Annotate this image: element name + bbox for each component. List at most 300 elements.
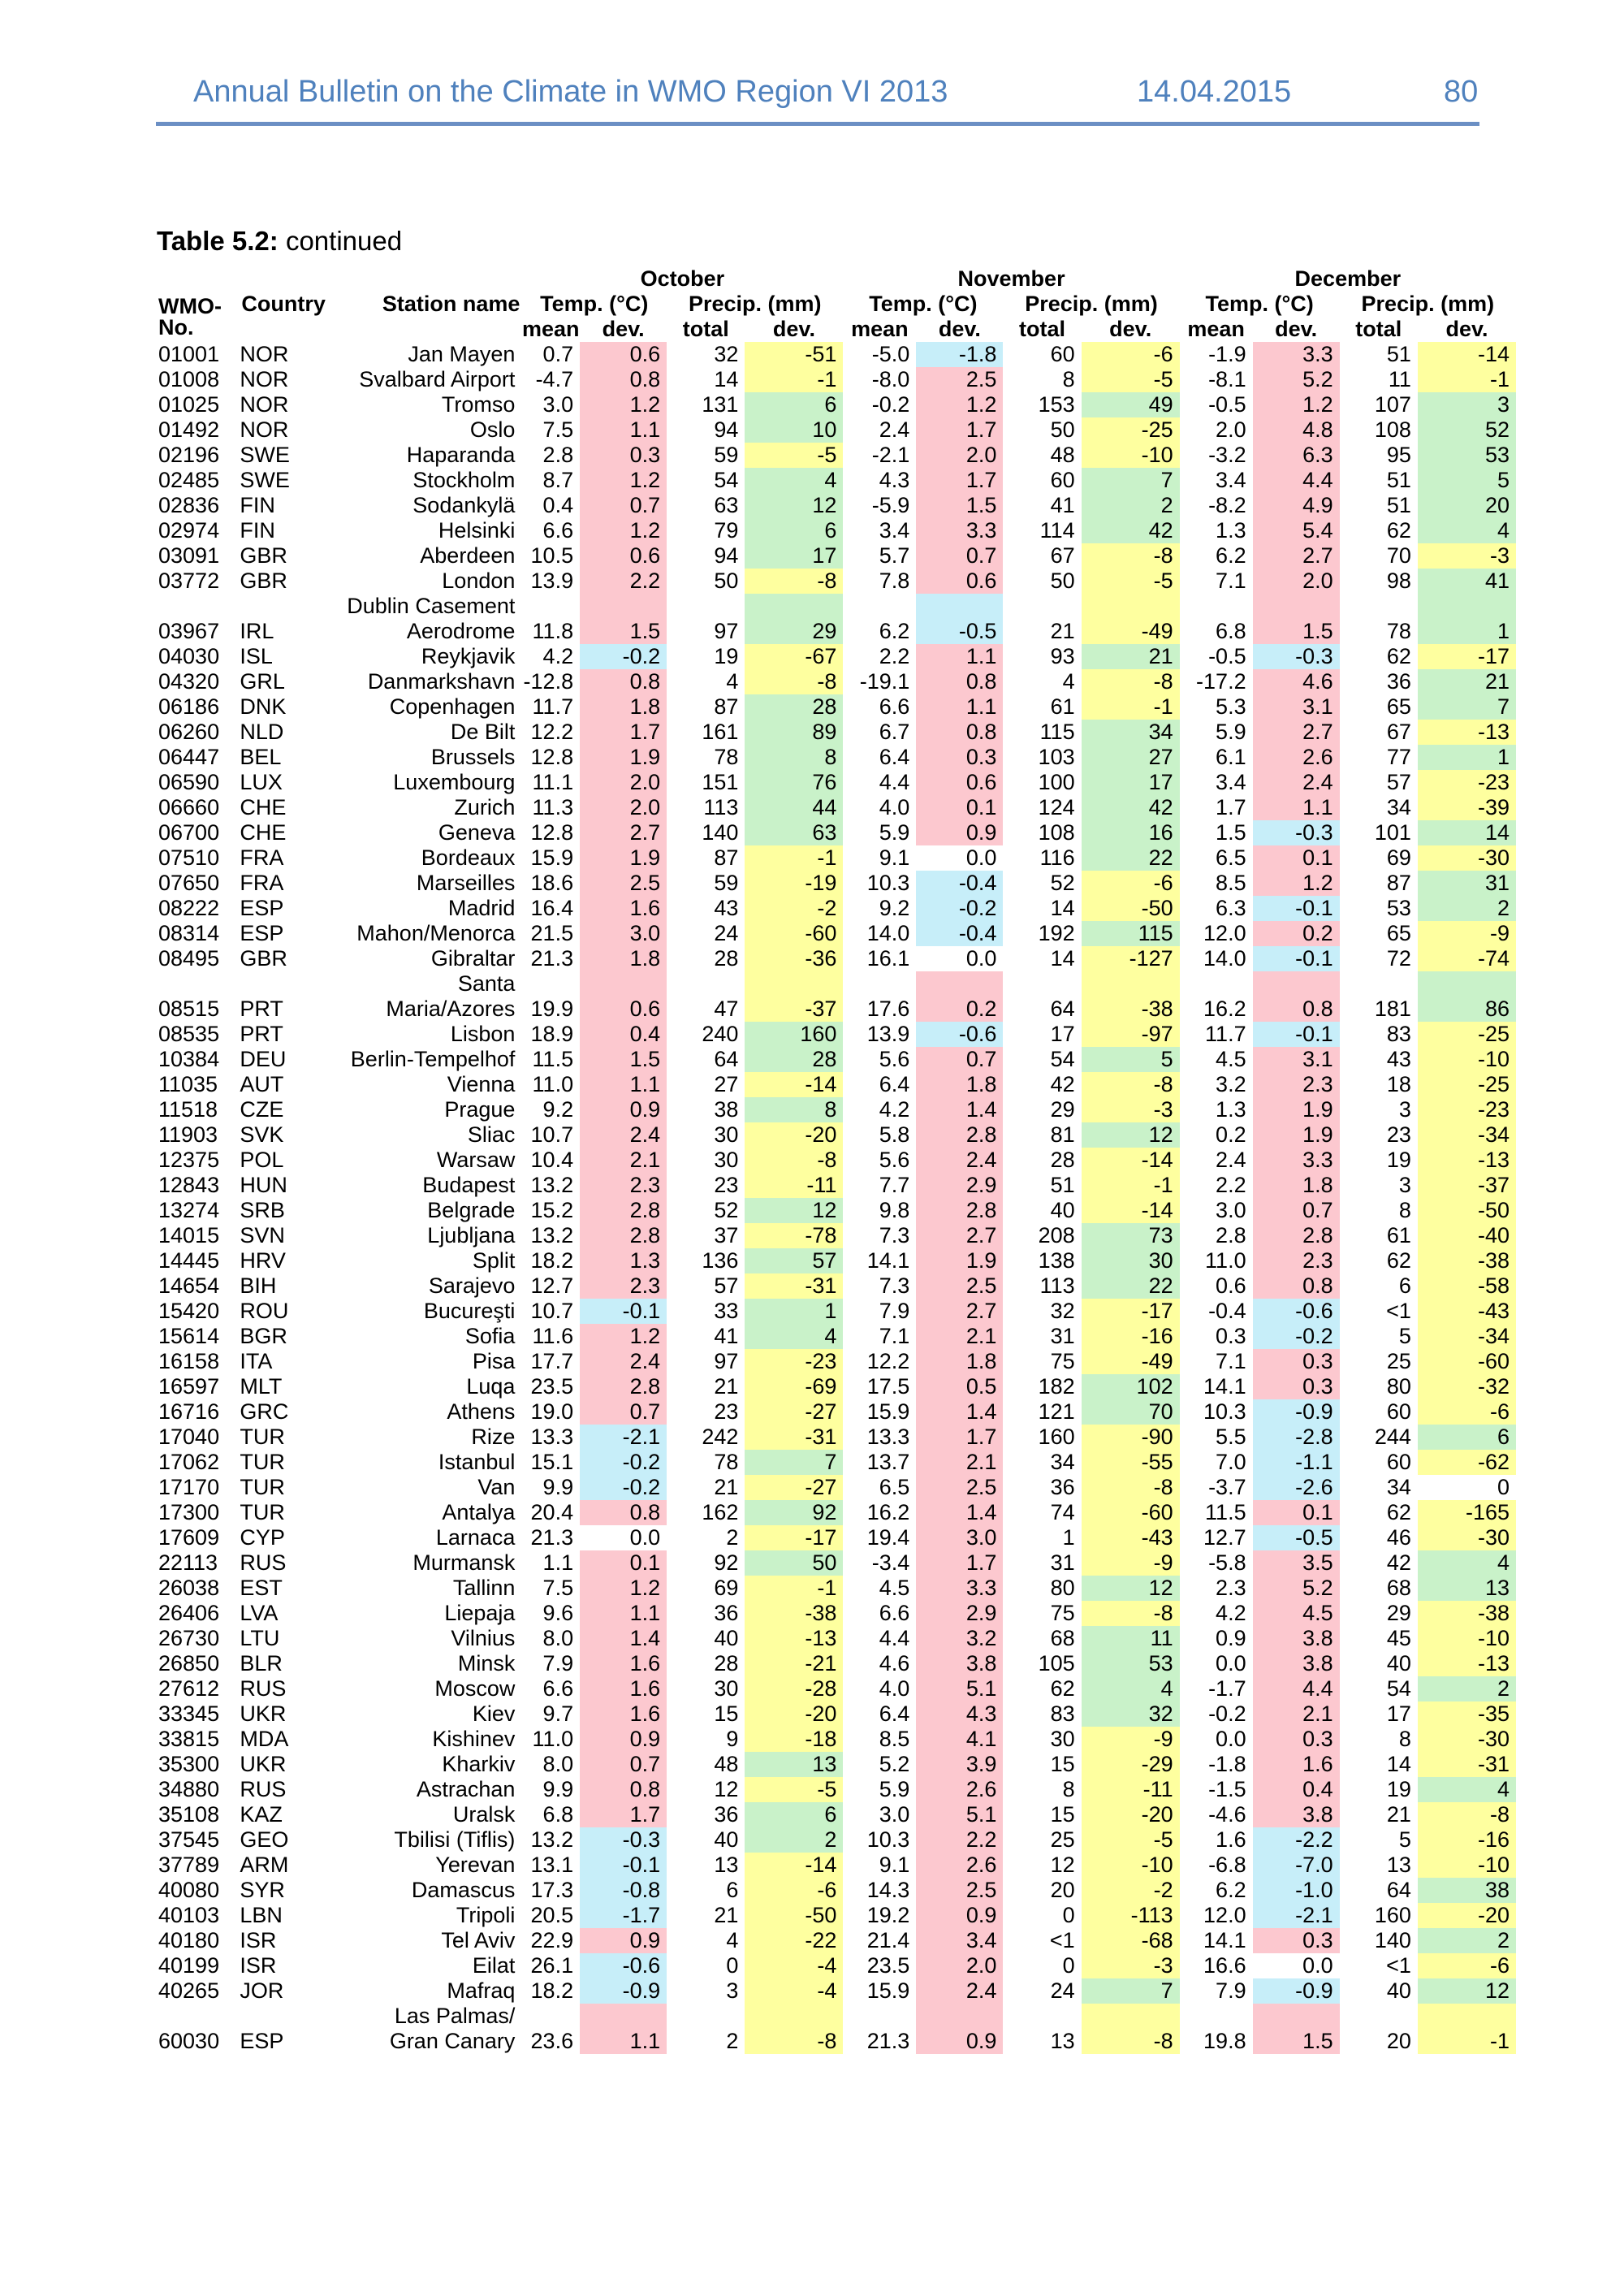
wmo-no: 08515 [158, 997, 220, 1021]
nov-temp-mean: 7.9 [879, 1299, 910, 1323]
station: Bordeaux [421, 845, 516, 870]
dec-precip-total: 60 [1386, 1450, 1411, 1474]
station: Larnaca [435, 1525, 516, 1550]
oct-dev-label: dev. [602, 317, 645, 341]
dec-temp-dev: 5.4 [1253, 518, 1340, 543]
station: Tbilisi (Tiflis) [394, 1827, 516, 1852]
nov-temp-dev: 0.3 [916, 745, 1003, 770]
wmo-no: 12375 [158, 1148, 220, 1172]
empty-cell [843, 2004, 916, 2029]
table-row [158, 1525, 1516, 1550]
dec-precip-dev: -37 [1418, 1173, 1516, 1198]
oct-precip-label: Precip. (mm) [689, 292, 822, 316]
nov-temp-dev: 0.2 [916, 997, 1003, 1022]
oct-temp-dev: 2.3 [580, 1273, 667, 1299]
oct-precip-total: 37 [714, 1223, 739, 1247]
oct-temp-dev: 0.6 [580, 997, 667, 1022]
oct-temp-dev: 0.7 [580, 493, 667, 518]
nov-temp-mean: 5.6 [879, 1148, 910, 1172]
station: Budapest [422, 1173, 516, 1197]
nov-precip-dev: 11 [1082, 1626, 1180, 1651]
dec-temp-mean: -0.5 [1208, 644, 1246, 668]
oct-precip-total: 131 [702, 392, 739, 417]
wmo-no: 03967 [158, 619, 220, 643]
oct-precip-dev: -38 [745, 1601, 843, 1626]
dec-precip-dev: -38 [1418, 1601, 1516, 1626]
dec-precip-total: 43 [1386, 1047, 1411, 1071]
wmo-no: 17062 [158, 1450, 220, 1474]
dec-precip-total: 62 [1386, 518, 1411, 543]
oct-temp-dev: 2.8 [580, 1223, 667, 1248]
oct-temp-mean: 20.5 [530, 1903, 574, 1927]
dec-temp-mean: 11.5 [1205, 1500, 1246, 1524]
dec-temp-mean: -0.5 [1208, 392, 1246, 417]
nov-temp-dev: 4.1 [916, 1727, 1003, 1752]
wmo-no: 02974 [158, 518, 220, 543]
oct-temp-mean: 11.5 [532, 1047, 574, 1071]
oct-temp-label: Temp. (°C) [540, 292, 649, 316]
oct-precip-total: 240 [702, 1022, 739, 1046]
table-row [158, 1324, 1516, 1349]
nov-temp-dev: 2.8 [916, 1198, 1003, 1223]
oct-temp-dev: 1.8 [580, 946, 667, 971]
oct-precip-dev: 63 [745, 820, 843, 845]
nov-temp-mean: 6.7 [879, 720, 910, 744]
wmo-no: 37545 [158, 1827, 220, 1852]
dec-temp-dev: 3.1 [1253, 1047, 1340, 1072]
dec-temp-mean: 1.6 [1216, 1827, 1246, 1852]
dec-precip-dev: -35 [1418, 1701, 1516, 1727]
dec-temp-dev: -0.9 [1253, 1399, 1340, 1425]
dec-precip-total: 5 [1398, 1324, 1411, 1348]
nov-precip-total: 28 [1050, 1148, 1075, 1172]
nov-temp-mean: 14.3 [866, 1878, 910, 1902]
dec-precip-dev: -40 [1418, 1223, 1516, 1248]
nov-temp-dev: 0.9 [916, 820, 1003, 845]
empty-cell [521, 971, 580, 997]
oct-precip-dev: -1 [745, 367, 843, 392]
nov-precip-dev: -9 [1082, 1550, 1180, 1576]
nov-temp-dev: 0.1 [916, 795, 1003, 820]
oct-precip-dev: 76 [745, 770, 843, 795]
nov-temp-dev: 3.3 [916, 518, 1003, 543]
oct-precip-dev: -2 [745, 896, 843, 921]
dec-precip-total: 83 [1386, 1022, 1411, 1046]
station: Prague [444, 1097, 516, 1122]
wmo-no: 01008 [158, 367, 220, 391]
nov-temp-dev: -0.4 [916, 921, 1003, 946]
nov-temp-mean: 4.4 [879, 770, 910, 794]
dec-precip-dev: -30 [1418, 1525, 1516, 1550]
country: HUN [240, 1173, 287, 1197]
wmo-no: 13274 [158, 1198, 220, 1222]
oct-temp-mean: 20.4 [530, 1500, 574, 1524]
table-row [158, 1349, 1516, 1374]
dec-precip-dev: -20 [1418, 1903, 1516, 1928]
dec-precip-total: 62 [1386, 1248, 1411, 1273]
document-title: Annual Bulletin on the Climate in WMO Region VI 2013 [193, 75, 948, 109]
nov-temp-mean: 9.1 [879, 845, 910, 870]
nov-temp-dev: 2.4 [916, 1148, 1003, 1173]
dec-precip-dev: -165 [1418, 1500, 1516, 1525]
dec-precip-dev: 2 [1418, 896, 1516, 921]
dec-precip-dev: 53 [1418, 443, 1516, 468]
nov-precip-total: 15 [1050, 1752, 1075, 1776]
dec-precip-total: 14 [1386, 1752, 1411, 1776]
nov-precip-dev: -10 [1082, 443, 1180, 468]
oct-temp-dev: 2.1 [580, 1148, 667, 1173]
dec-precip-total: 34 [1386, 1475, 1411, 1499]
dec-dev-label: dev. [1275, 317, 1318, 341]
oct-temp-dev: 1.8 [580, 694, 667, 720]
table-row [158, 443, 1516, 468]
oct-temp-mean: 21.3 [530, 946, 574, 971]
nov-temp-dev: 1.5 [916, 493, 1003, 518]
dec-temp-dev: 1.9 [1253, 1097, 1340, 1122]
nov-precip-dev: -20 [1082, 1802, 1180, 1827]
country: CZE [240, 1097, 284, 1122]
nov-temp-dev: 1.8 [916, 1349, 1003, 1374]
nov-precip-total: 121 [1038, 1399, 1075, 1424]
dec-mean-label: mean [1187, 317, 1245, 341]
dec-precip-total: 101 [1374, 820, 1411, 845]
dec-temp-dev: -0.2 [1253, 1324, 1340, 1349]
oct-precip-dev: -1 [745, 845, 843, 871]
dec-temp-mean: -1.7 [1208, 1676, 1246, 1701]
nov-precip-dev: -60 [1082, 1500, 1180, 1525]
dec-precip-dev: -10 [1418, 1853, 1516, 1878]
dec-temp-dev: -0.6 [1253, 1299, 1340, 1324]
dec-precip-total: 3 [1398, 1097, 1411, 1122]
country: FRA [240, 871, 284, 895]
dec-temp-mean: 1.5 [1216, 820, 1246, 845]
table-row [158, 1299, 1516, 1324]
dec-temp-mean: 1.3 [1216, 518, 1246, 543]
dec-precip-total: 19 [1386, 1777, 1411, 1801]
oct-precip-dev: -8 [745, 669, 843, 694]
country: ROU [240, 1299, 289, 1323]
nov-precip-dev: 22 [1082, 1273, 1180, 1299]
oct-temp-dev: 2.2 [580, 569, 667, 594]
country: RUS [240, 1676, 287, 1701]
dec-precip-dev: -50 [1418, 1198, 1516, 1223]
nov-precip-total: 68 [1050, 1626, 1075, 1650]
wmo-no: 26730 [158, 1626, 220, 1650]
oct-precip-dev: 44 [745, 795, 843, 820]
dec-temp-dev: 5.2 [1253, 367, 1340, 392]
station: Tallinn [452, 1576, 516, 1600]
oct-precip-dev: 160 [745, 1022, 843, 1047]
nov-temp-dev: 0.7 [916, 1047, 1003, 1072]
oct-temp-dev: 0.9 [580, 1097, 667, 1122]
station: Luxembourg [393, 770, 516, 794]
empty-cell [1082, 594, 1180, 619]
dec-precip-dev: -13 [1418, 1148, 1516, 1173]
table-row [158, 1878, 1516, 1903]
table-row [158, 1173, 1516, 1198]
nov-precip-total: 42 [1050, 1072, 1075, 1096]
oct-precip-total: 69 [714, 1576, 739, 1600]
nov-precip-dev: -11 [1082, 1777, 1180, 1802]
oct-temp-mean: 12.8 [530, 745, 574, 769]
oct-temp-dev: -0.8 [580, 1878, 667, 1903]
dec-precip-dev: -30 [1418, 1727, 1516, 1752]
dec-precip-dev: 12 [1418, 1978, 1516, 2004]
station: Reykjavik [421, 644, 516, 668]
nov-temp-label: Temp. (°C) [869, 292, 978, 316]
oct-temp-dev: 0.0 [629, 1525, 661, 1550]
station: Split [472, 1248, 516, 1273]
oct-precip-dev: -67 [745, 644, 843, 669]
oct-precip-total: 40 [714, 1626, 739, 1650]
nov-temp-dev: 2.4 [916, 1978, 1003, 2004]
dec-temp-mean: 6.5 [1216, 845, 1246, 870]
dec-temp-mean: -1.8 [1208, 1752, 1246, 1776]
oct-temp-mean: 11.7 [532, 694, 574, 719]
dec-precip-total: 6 [1398, 1273, 1411, 1298]
oct-precip-total: 23 [714, 1173, 739, 1197]
dec-temp-mean: 7.0 [1216, 1450, 1246, 1474]
oct-precip-total: 2 [726, 2029, 739, 2053]
nov-temp-dev: 2.5 [916, 1273, 1003, 1299]
country: SYR [240, 1878, 285, 1902]
dec-temp-dev: 2.8 [1253, 1223, 1340, 1248]
nov-precip-total: 24 [1050, 1978, 1075, 2003]
oct-precip-total: 63 [714, 493, 739, 517]
nov-temp-mean: 7.3 [879, 1223, 910, 1247]
nov-temp-dev: 2.2 [916, 1827, 1003, 1853]
dec-temp-mean: 12.7 [1203, 1525, 1246, 1550]
nov-temp-dev: -0.5 [916, 619, 1003, 644]
station: Warsaw [436, 1148, 516, 1172]
nov-temp-dev: 1.7 [916, 417, 1003, 443]
dec-temp-dev: 4.5 [1253, 1601, 1340, 1626]
table-row [158, 1601, 1516, 1626]
table-caption [157, 226, 402, 257]
country: MDA [240, 1727, 289, 1751]
oct-precip-dev: -60 [745, 921, 843, 946]
dec-precip-total: 70 [1386, 543, 1411, 568]
empty-cell [916, 971, 1003, 997]
oct-temp-dev: 2.4 [580, 1349, 667, 1374]
nov-precip-total: 0 [1062, 1903, 1075, 1927]
dec-precip-total: 68 [1386, 1576, 1411, 1600]
oct-temp-dev: 2.7 [580, 820, 667, 845]
wmo-no: 12843 [158, 1173, 220, 1197]
oct-temp-mean: 19.0 [530, 1399, 574, 1424]
nov-precip-total: 192 [1038, 921, 1075, 945]
country: DEU [240, 1047, 287, 1071]
oct-temp-dev: 1.1 [580, 2029, 667, 2054]
dec-precip-total: 51 [1386, 493, 1411, 517]
country: UKR [240, 1752, 287, 1776]
dec-temp-mean: 3.4 [1216, 468, 1246, 492]
nov-dev-label: dev. [938, 317, 981, 341]
oct-temp-mean: 12.2 [530, 720, 574, 744]
nov-precip-dev: -5 [1082, 569, 1180, 594]
nov-precip-total: 20 [1050, 1878, 1075, 1902]
nov-precip-total: 4 [1062, 669, 1075, 694]
nov-temp-mean: 5.8 [879, 1122, 910, 1147]
oct-temp-dev: -0.1 [580, 1299, 667, 1324]
wmo-no: 04320 [158, 669, 220, 694]
dec-temp-dev: 3.3 [1253, 1148, 1340, 1173]
country: ITA [240, 1349, 273, 1373]
empty-cell [745, 2004, 843, 2029]
nov-precip-total: 41 [1050, 493, 1075, 517]
nov-precip-dev: -8 [1082, 2029, 1180, 2054]
nov-temp-mean: 16.1 [866, 946, 910, 971]
wmo-no: 01025 [158, 392, 220, 417]
nov-temp-mean: -2.1 [871, 443, 910, 467]
dec-precip-total: 36 [1386, 669, 1411, 694]
dec-precip-total: 98 [1386, 569, 1411, 593]
wmo-no: 02196 [158, 443, 220, 467]
empty-cell [1253, 971, 1340, 997]
nov-temp-dev: 1.2 [916, 392, 1003, 417]
wmo-no: 40265 [158, 1978, 220, 2003]
nov-temp-mean: 17.6 [866, 997, 910, 1021]
nov-precip-total: 25 [1050, 1827, 1075, 1852]
oct-precip-total: 9 [726, 1727, 739, 1751]
nov-precip-total: 182 [1038, 1374, 1075, 1399]
nov-temp-mean: 9.1 [879, 1853, 910, 1877]
nov-temp-dev: -0.2 [916, 896, 1003, 921]
oct-temp-mean: 8.7 [542, 468, 574, 492]
nov-temp-mean: 4.6 [879, 1651, 910, 1676]
country: NOR [240, 417, 289, 442]
dec-temp-mean: 7.9 [1216, 1978, 1246, 2003]
dec-precip-total: 160 [1374, 1903, 1411, 1927]
nov-temp-dev: 3.8 [916, 1651, 1003, 1676]
oct-precip-total: 54 [714, 468, 739, 492]
oct-precip-dev: 8 [745, 745, 843, 770]
station: Moscow [434, 1676, 516, 1701]
dec-precip-dev: -58 [1418, 1273, 1516, 1299]
header-row-months [158, 266, 1516, 292]
oct-temp-mean: 13.2 [530, 1827, 574, 1852]
station: Stockholm [412, 468, 516, 492]
dec-precip-dev: -1 [1418, 367, 1516, 392]
oct-precip-total: 23 [714, 1399, 739, 1424]
dec-temp-mean: 14.1 [1203, 1928, 1246, 1952]
oct-temp-dev: 2.0 [580, 770, 667, 795]
oct-temp-dev: 1.3 [580, 1248, 667, 1273]
dec-precip-dev: -1 [1418, 2029, 1516, 2054]
nov-temp-mean: 6.4 [879, 1072, 910, 1096]
oct-temp-dev: -0.9 [580, 1978, 667, 2004]
dec-precip-dev: -13 [1418, 720, 1516, 745]
nov-temp-mean: 6.4 [879, 1701, 910, 1726]
oct-temp-mean: 15.9 [530, 845, 574, 870]
dec-temp-dev: 3.3 [1253, 342, 1340, 367]
dec-temp-mean: 14.1 [1203, 1374, 1246, 1399]
nov-temp-dev: 1.1 [916, 694, 1003, 720]
nov-temp-mean: 3.0 [879, 1802, 910, 1827]
oct-precip-total: 14 [714, 367, 739, 391]
wmo-no: 01001 [158, 342, 220, 366]
station: Svalbard Airport [359, 367, 516, 391]
station: Tel Aviv [441, 1928, 516, 1952]
nov-precip-total: 8 [1062, 1777, 1075, 1801]
oct-precip-dev: -36 [745, 946, 843, 971]
nov-temp-dev: 2.6 [916, 1777, 1003, 1802]
oct-precip-total: 94 [714, 543, 739, 568]
dec-precip-total: 95 [1386, 443, 1411, 467]
dec-temp-mean: 1.3 [1216, 1097, 1246, 1122]
nov-precip-total: 113 [1039, 1273, 1075, 1298]
dec-precip-total: 87 [1386, 871, 1411, 895]
nov-temp-mean: 2.2 [879, 644, 910, 668]
oct-precip-dev: -4 [745, 1953, 843, 1978]
dec-temp-dev: 2.6 [1253, 745, 1340, 770]
wmo-no: 07650 [158, 871, 220, 895]
nov-precip-total: 60 [1050, 342, 1075, 366]
nov-precip-dev: -38 [1082, 997, 1180, 1022]
oct-temp-mean: 6.6 [542, 518, 574, 543]
country: CHE [240, 820, 287, 845]
oct-precip-dev: -20 [745, 1122, 843, 1148]
oct-temp-mean: 15.2 [530, 1198, 574, 1222]
oct-precip-dev: -18 [745, 1727, 843, 1752]
table-row [158, 1777, 1516, 1802]
oct-precip-dev: -14 [745, 1853, 843, 1878]
oct-precip-dev: 2 [745, 1827, 843, 1853]
oct-temp-mean: 7.9 [542, 1651, 574, 1676]
table-row [158, 1273, 1516, 1299]
oct-temp-dev: 1.5 [580, 1047, 667, 1072]
wmo-no: 01492 [158, 417, 220, 442]
document-date: 14.04.2015 [1137, 75, 1292, 109]
nov-temp-dev: 0.9 [916, 1903, 1003, 1928]
dec-temp-dev: 4.9 [1253, 493, 1340, 518]
table-row [158, 1978, 1516, 2004]
nov-precip-total: 93 [1050, 644, 1075, 668]
country: BGR [240, 1324, 287, 1348]
oct-precip-total: 6 [726, 1878, 739, 1902]
dec-precip-total: 8 [1398, 1198, 1411, 1222]
dec-temp-mean: 11.0 [1205, 1248, 1246, 1273]
table-row [158, 946, 1516, 971]
dec-precip-dev: 4 [1418, 1550, 1516, 1576]
oct-temp-dev: 1.1 [580, 1601, 667, 1626]
country: UKR [240, 1701, 287, 1726]
table-row [158, 569, 1516, 594]
nov-temp-mean: 19.4 [866, 1525, 910, 1550]
station: Geneva [438, 820, 516, 845]
dec-temp-dev: 3.8 [1253, 1651, 1340, 1676]
nov-temp-dev: 1.4 [916, 1097, 1003, 1122]
station: Van [477, 1475, 516, 1499]
wmo-no: 06590 [158, 770, 220, 794]
dec-precip-dev: -30 [1418, 845, 1516, 871]
nov-temp-mean: -5.9 [871, 493, 910, 517]
country: ISL [240, 644, 273, 668]
empty-cell [158, 2004, 236, 2029]
oct-temp-dev: -0.3 [580, 1827, 667, 1853]
dec-temp-dev: -2.2 [1253, 1827, 1340, 1853]
nov-temp-mean: 8.5 [879, 1727, 910, 1751]
nov-temp-dev: 0.9 [916, 2029, 1003, 2054]
nov-precip-total: 75 [1050, 1349, 1075, 1373]
nov-precip-total: 50 [1050, 417, 1075, 442]
nov-precip-total: 208 [1038, 1223, 1075, 1247]
page-number: 80 [1444, 75, 1479, 109]
nov-precip-total: 52 [1050, 871, 1075, 895]
nov-temp-mean: 7.7 [879, 1173, 910, 1197]
oct-temp-mean: 19.9 [530, 997, 574, 1021]
oct-temp-mean: 7.5 [542, 1576, 574, 1600]
